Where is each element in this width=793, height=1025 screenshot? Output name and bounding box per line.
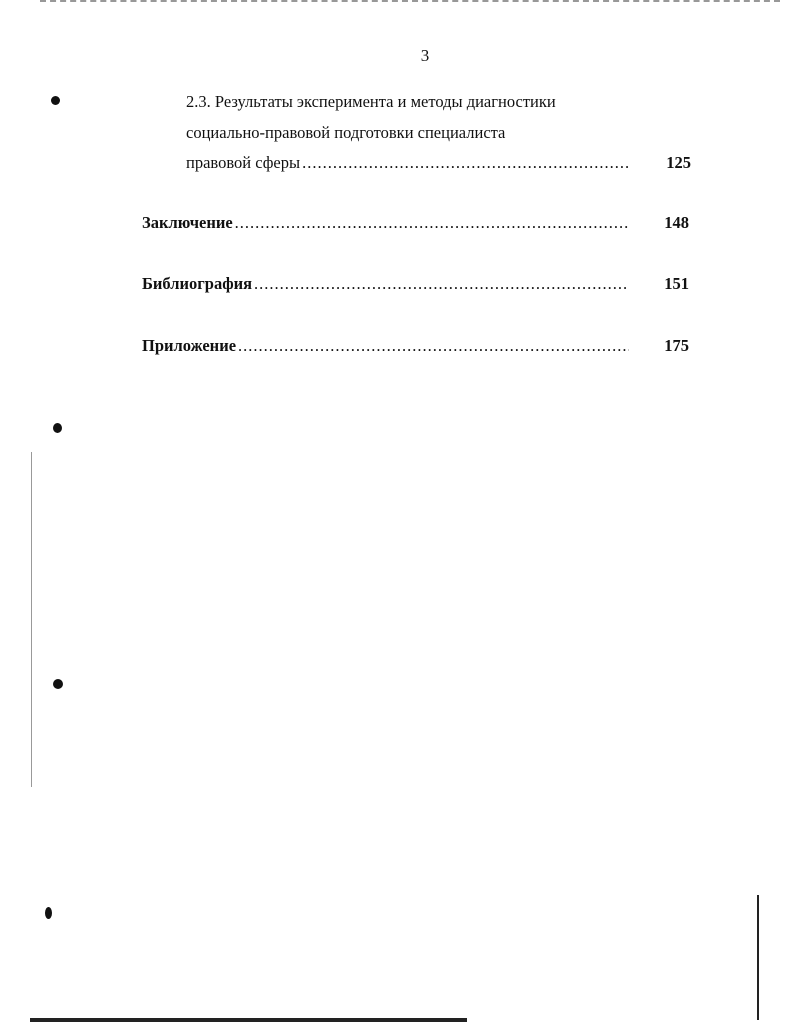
dot-leader — [254, 269, 629, 300]
toc-page-number: 175 — [664, 336, 689, 355]
dot-leader — [302, 148, 631, 179]
punch-hole-mark — [45, 907, 52, 919]
scan-edge-line-left — [31, 452, 32, 787]
punch-hole-mark — [53, 423, 62, 433]
dot-leader — [238, 331, 629, 362]
toc-subsection-line-3 — [186, 148, 691, 179]
toc-entry-conclusion[interactable] — [142, 208, 689, 239]
toc-page-number: 148 — [664, 213, 689, 232]
toc-entry-title: Приложение — [142, 336, 237, 355]
toc-entry-appendix[interactable] — [142, 331, 689, 362]
toc-page-number: 151 — [664, 274, 689, 293]
toc-subsection-last-line: правовой сферы — [186, 153, 301, 172]
punch-hole-mark — [53, 679, 63, 689]
scan-artifact-top-edge — [40, 0, 780, 5]
toc-entry-title: Библиография — [142, 274, 253, 293]
toc-subsection-line-2: социально-правовой подготовки специалиста — [186, 122, 506, 142]
toc-subsection-line-1: 2.3. Результаты эксперимента и методы диагностики — [186, 92, 556, 111]
toc-entry-bibliography[interactable] — [142, 269, 689, 300]
dot-leader — [235, 208, 629, 239]
punch-hole-mark — [51, 96, 60, 105]
scan-edge-line-bottom — [30, 1018, 467, 1022]
toc-entry-title: Заключение — [142, 213, 233, 232]
page-number: 3 — [420, 46, 430, 65]
scan-edge-line-right — [757, 895, 759, 1020]
toc-subsection-2-3[interactable] — [186, 87, 691, 179]
toc-page-number: 125 — [666, 153, 691, 172]
